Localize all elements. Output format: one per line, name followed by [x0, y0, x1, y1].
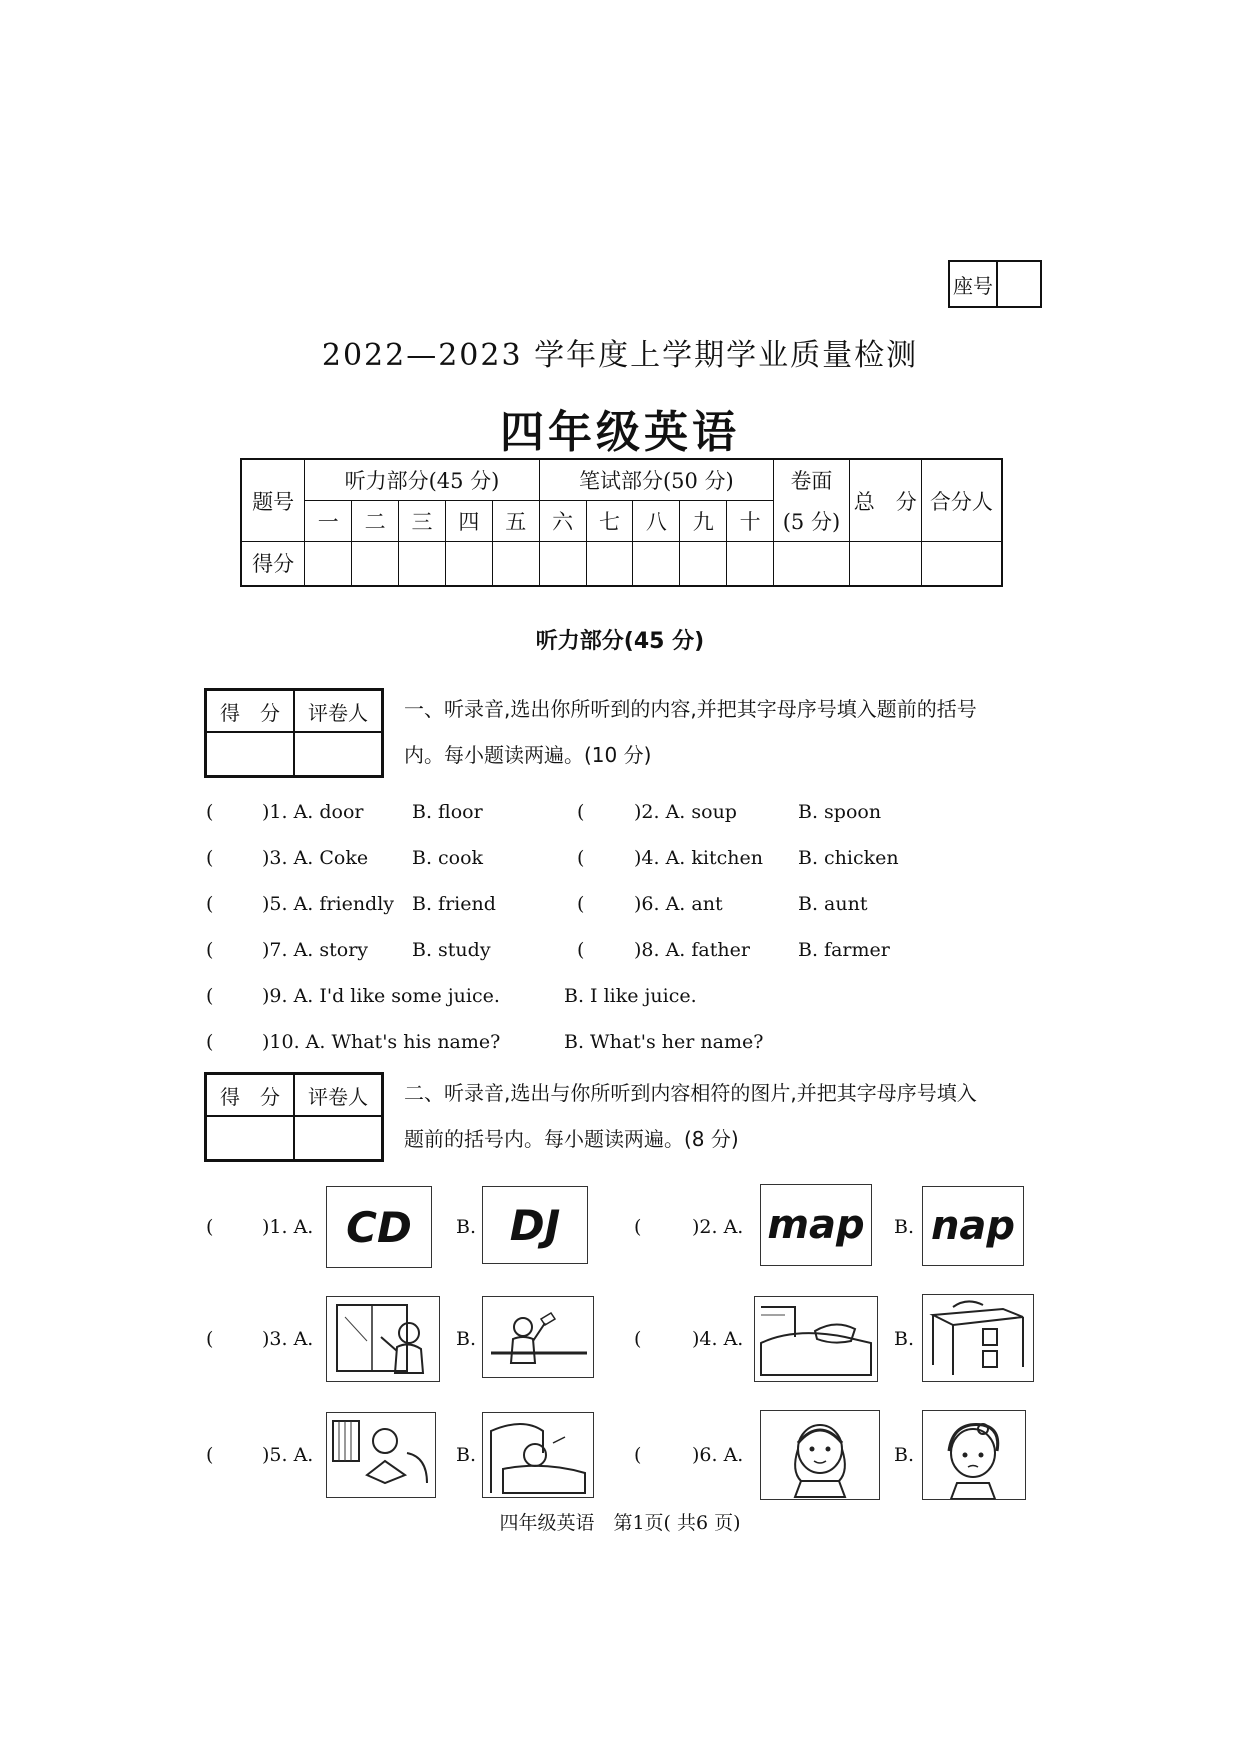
picture-nap-text: nap — [930, 1203, 1016, 1249]
option-b: B. spoon — [798, 801, 882, 823]
clean-window-drawing — [327, 1297, 439, 1381]
num-2: 二 — [352, 501, 399, 542]
grade-grader-field[interactable] — [294, 1116, 382, 1160]
grade-score-label: 得 分 — [206, 690, 294, 732]
desk-drawing — [923, 1295, 1033, 1381]
picture-bed[interactable] — [754, 1296, 878, 1382]
picture-dj[interactable] — [482, 1186, 588, 1264]
option-b: B. — [456, 1444, 477, 1466]
option-b: B. I like juice. — [564, 985, 697, 1007]
grade-score-label: 得 分 — [206, 1074, 294, 1116]
num-10: 十 — [727, 501, 774, 542]
score-cell[interactable] — [633, 542, 680, 586]
part2-instruction-line2: 题前的括号内。每小题读两遍。(8 分) — [404, 1127, 739, 1151]
num-6: 六 — [539, 501, 586, 542]
score-cell[interactable] — [492, 542, 539, 586]
score-cell[interactable] — [445, 542, 492, 586]
score-cell[interactable] — [849, 542, 921, 586]
writing-header: 笔试部分(50 分) — [539, 459, 773, 501]
num-7: 七 — [586, 501, 633, 542]
list-item: )2. A. — [692, 1216, 744, 1238]
option-b: B. — [894, 1328, 915, 1350]
grade-grader-field[interactable] — [294, 732, 382, 776]
picture-girl-b[interactable] — [922, 1410, 1026, 1500]
answer-paren[interactable]: ( — [206, 1216, 214, 1238]
picture-girl-a[interactable] — [760, 1410, 880, 1500]
checker-header: 合分人 — [921, 459, 1002, 542]
subject-title: 四年级英语 — [500, 407, 740, 458]
grade-grader-label: 评卷人 — [294, 690, 382, 732]
option-b: B. What's her name? — [564, 1031, 764, 1053]
grade-box-1 — [204, 688, 384, 778]
score-cell[interactable] — [727, 542, 774, 586]
picture-cd[interactable] — [326, 1186, 432, 1268]
col-label: 题号 — [241, 459, 305, 542]
part1-instruction-line2: 内。每小题读两遍。(10 分) — [404, 743, 652, 767]
read-drawing — [327, 1413, 435, 1497]
score-cell[interactable] — [305, 542, 352, 586]
part2-instruction — [404, 1070, 1044, 1162]
list-item: )9. A. I'd like some juice. — [262, 985, 500, 1007]
section-title: 听力部分(45 分) — [535, 629, 705, 654]
score-cell[interactable] — [774, 542, 850, 586]
part1-instruction — [404, 686, 1044, 778]
num-9: 九 — [680, 501, 727, 542]
answer-paren[interactable]: ( — [634, 1216, 642, 1238]
list-item: )10. A. What's his name? — [262, 1031, 501, 1053]
part1-instruction-line1: 一、听录音,选出你所听到的内容,并把其字母序号填入题前的括号 — [404, 697, 977, 721]
num-1: 一 — [305, 501, 352, 542]
picture-nap[interactable] — [922, 1186, 1024, 1266]
answer-paren[interactable]: ( — [577, 801, 585, 823]
girl-a-drawing — [761, 1411, 879, 1499]
picture-desk[interactable] — [922, 1294, 1034, 1382]
list-item: )5. A. — [262, 1444, 314, 1466]
answer-paren[interactable]: ( — [634, 1444, 642, 1466]
answer-paren[interactable]: ( — [577, 847, 585, 869]
answer-paren[interactable]: ( — [206, 939, 214, 961]
answer-paren[interactable]: ( — [206, 1328, 214, 1350]
neatness-header: 卷面 — [774, 459, 850, 501]
answer-paren[interactable]: ( — [206, 801, 214, 823]
num-5: 五 — [492, 501, 539, 542]
answer-paren[interactable]: ( — [206, 1031, 214, 1053]
list-item: )5. A. friendly — [262, 893, 395, 915]
num-3: 三 — [399, 501, 446, 542]
option-b: B. — [894, 1216, 915, 1238]
num-8: 八 — [633, 501, 680, 542]
score-cell[interactable] — [921, 542, 1002, 586]
list-item: )1. A. door — [262, 801, 364, 823]
picture-dj-text: DJ — [509, 1200, 561, 1250]
answer-paren[interactable]: ( — [206, 893, 214, 915]
list-item: )6. A. ant — [634, 893, 723, 915]
score-cell[interactable] — [352, 542, 399, 586]
option-b: B. floor — [412, 801, 483, 823]
list-item: )6. A. — [692, 1444, 744, 1466]
answer-paren[interactable]: ( — [577, 893, 585, 915]
option-b: B. chicken — [798, 847, 899, 869]
grade-box-2 — [204, 1072, 384, 1162]
option-b: B. cook — [412, 847, 484, 869]
list-item: )3. A. Coke — [262, 847, 369, 869]
answer-paren[interactable]: ( — [634, 1328, 642, 1350]
option-b: B. friend — [412, 893, 496, 915]
list-item: )3. A. — [262, 1328, 314, 1350]
picture-map[interactable] — [760, 1184, 872, 1266]
score-cell[interactable] — [399, 542, 446, 586]
score-cell[interactable] — [586, 542, 633, 586]
sleep-drawing — [483, 1413, 593, 1497]
score-cell[interactable] — [680, 542, 727, 586]
option-b: B. — [456, 1216, 477, 1238]
seat-label: 座号 — [950, 262, 998, 306]
clean-board-drawing — [483, 1297, 593, 1377]
grade-score-field[interactable] — [206, 1116, 294, 1160]
option-b: B. — [456, 1328, 477, 1350]
page-footer: 四年级英语 第1页( 共6 页) — [499, 1512, 741, 1534]
picture-clean-board[interactable] — [482, 1296, 594, 1378]
bed-drawing — [755, 1297, 877, 1381]
score-cell[interactable] — [539, 542, 586, 586]
grade-grader-label: 评卷人 — [294, 1074, 382, 1116]
option-b: B. — [894, 1444, 915, 1466]
picture-sleep[interactable] — [482, 1412, 594, 1498]
answer-paren[interactable]: ( — [206, 1444, 214, 1466]
list-item: )2. A. soup — [634, 801, 737, 823]
list-item: )1. A. — [262, 1216, 314, 1238]
option-b: B. farmer — [798, 939, 890, 961]
seat-number-box — [948, 260, 1042, 308]
picture-map-text: map — [767, 1202, 865, 1248]
grade-score-field[interactable] — [206, 732, 294, 776]
answer-paren[interactable]: ( — [577, 939, 585, 961]
list-item: )4. A. — [692, 1328, 744, 1350]
picture-cd-text: CD — [346, 1202, 412, 1252]
total-header: 总 分 — [849, 459, 921, 542]
score-table — [240, 458, 1003, 587]
seat-number-field[interactable] — [998, 262, 1040, 306]
answer-paren[interactable]: ( — [206, 847, 214, 869]
part2-instruction-line1: 二、听录音,选出与你所听到内容相符的图片,并把其字母序号填入 — [404, 1081, 977, 1105]
exam-title: 2022—2023 学年度上学期学业质量检测 — [321, 338, 919, 373]
picture-clean-window[interactable] — [326, 1296, 440, 1382]
option-b: B. aunt — [798, 893, 868, 915]
listening-header: 听力部分(45 分) — [305, 459, 539, 501]
option-b: B. study — [412, 939, 491, 961]
list-item: )8. A. father — [634, 939, 750, 961]
neatness-points: (5 分) — [774, 501, 850, 542]
list-item: )7. A. story — [262, 939, 369, 961]
answer-paren[interactable]: ( — [206, 985, 214, 1007]
picture-read[interactable] — [326, 1412, 436, 1498]
num-4: 四 — [445, 501, 492, 542]
list-item: )4. A. kitchen — [634, 847, 763, 869]
score-row-label: 得分 — [241, 542, 305, 586]
girl-b-drawing — [923, 1411, 1025, 1499]
